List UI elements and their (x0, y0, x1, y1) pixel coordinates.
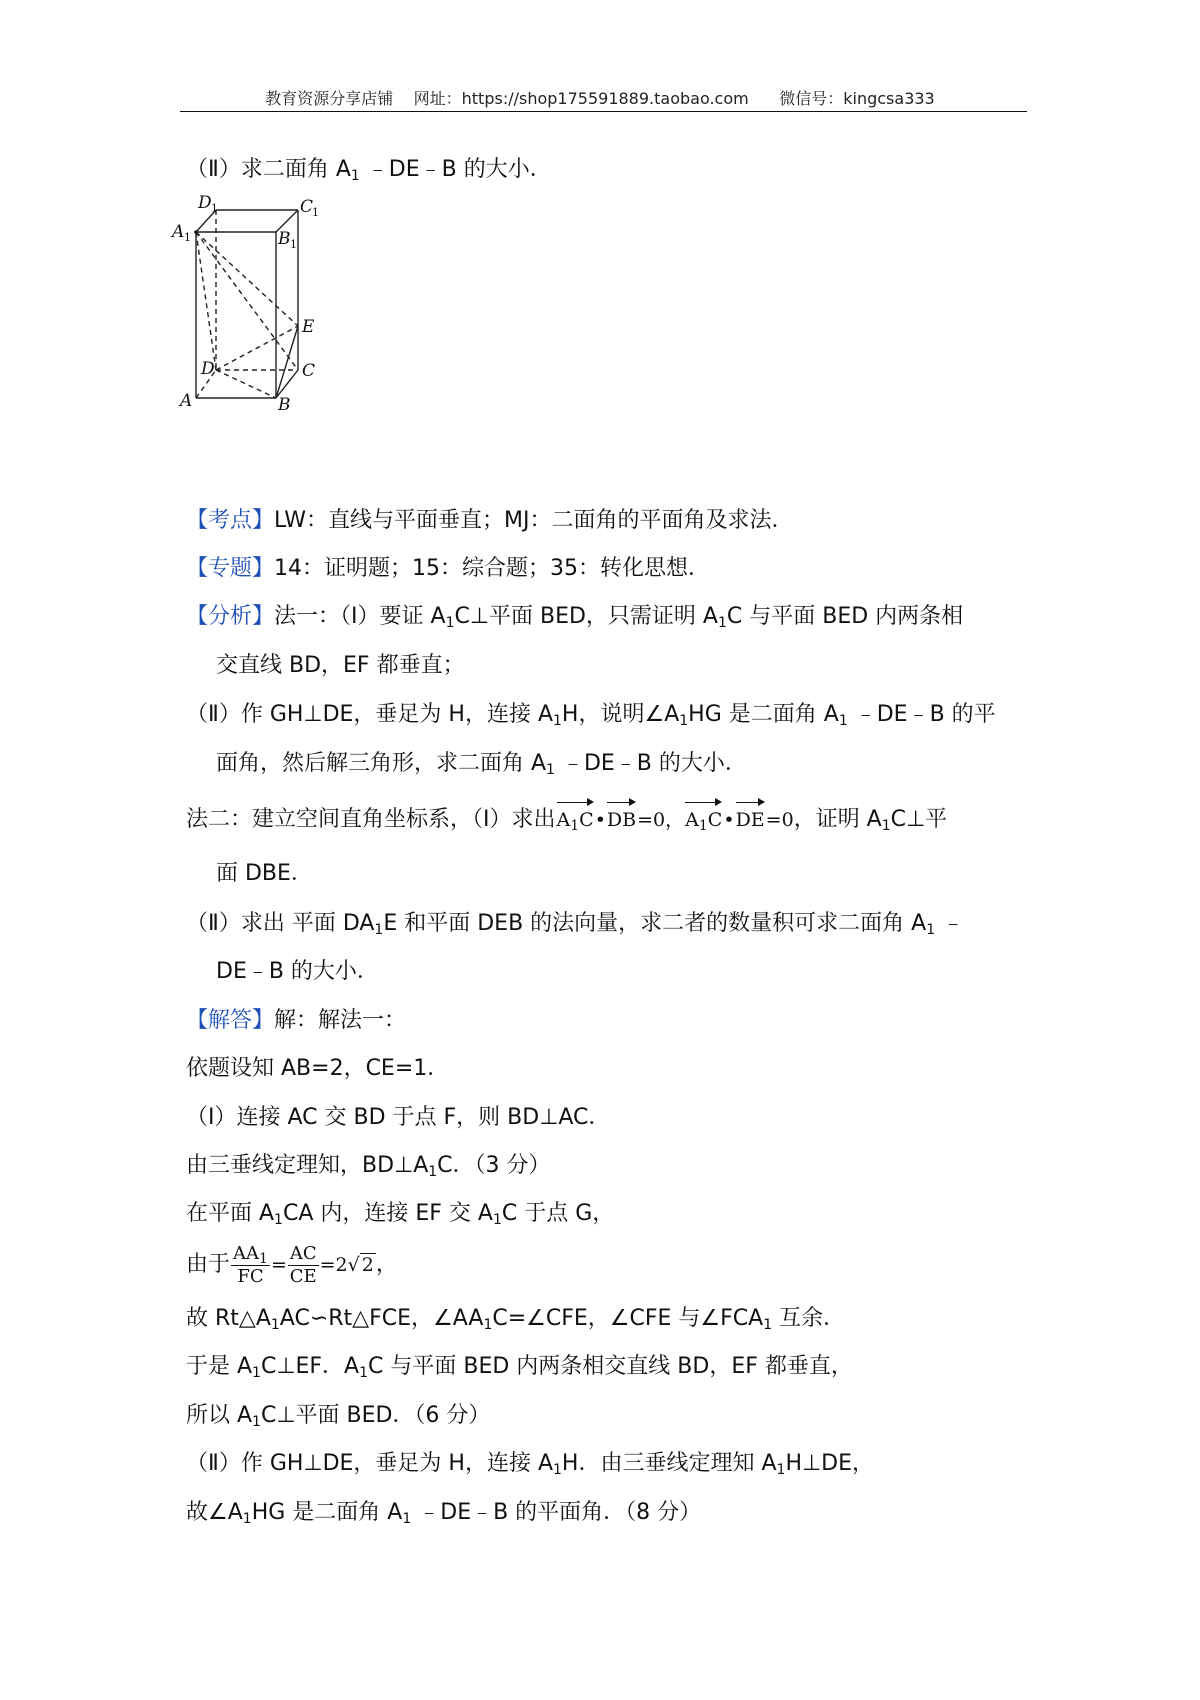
fenxi-line-7: （Ⅱ）求出 平面 $DA_1E$ 和平面 DEB 的法向量，求二者的数量积可求二面角 $A_1$ ﹣ (186, 911, 965, 938)
solution-step-2: （Ⅰ）连接 AC 交 BD 于点 F，则 BD⊥AC． (186, 1105, 611, 1130)
label-D: D (201, 359, 215, 379)
label-C: C (302, 361, 316, 381)
header-site-label: 网址： (413, 89, 462, 108)
solution-step-1: 依题设知 AB=2，CE=1． (186, 1056, 450, 1081)
label-A1: A (172, 222, 185, 242)
fenxi-line-5: 法二：建立空间直角坐标系，（Ⅰ）求出$A_1C•DB=0$，$A_1C•DE=0$，证明 $A_1C\perp$平 (186, 800, 947, 834)
vector-A1C-2: $A_1C$ (685, 800, 722, 834)
header-site-url[interactable]: https://shop175591889.taobao.com (461, 89, 749, 108)
fenxi-line-2: 交直线 BD，EF 都垂直； (216, 653, 465, 678)
page-header (0, 86, 1200, 109)
solution-step-9: （Ⅱ）作 GH⊥DE，垂足为 H，连接 $A_1H$．由三垂线定理知 $A_1H\perp DE$， (186, 1451, 874, 1478)
svg-text:1: 1 (290, 238, 297, 251)
kaodian: 【考点】LW：直线与平面垂直；MJ：二面角的平面角及求法． (186, 508, 794, 533)
fenxi-line-6: 面 DBE． (216, 861, 313, 886)
solution-step-5: 由于 $\frac{AA_1}{FC}$ = $\frac{AC}{CE}$ =2√ 2， (186, 1242, 398, 1287)
vector-A1C: $A_1C$ (557, 800, 594, 834)
solution-step-6: 故 $Rt\triangle A_1AC∽Rt\triangle FCE$，$\angle AA_1C=\angle CFE$，∠CFE 与$\angle FCA_1$ 互余． (186, 1306, 846, 1333)
solution-step-4: 在平面 $A_1CA$ 内，连接 EF 交 $A_1C$ 于点 G， (186, 1201, 615, 1228)
label-B1: B (278, 229, 291, 249)
fenxi-line-8: DE﹣B 的大小． (216, 959, 379, 984)
fraction-AA1-FC: $\frac{AA_1}{FC}$ (233, 1242, 268, 1287)
fenxi-line-1: 【分析】法一：（Ⅰ）要证 $A_1C\perp$平面 BED，只需证明 $A_1C$ 与平面 BED 内两条相 (186, 604, 964, 631)
vector-DE: DE (736, 800, 765, 834)
jieda-heading: 【解答】解：解法一： (186, 1008, 407, 1033)
solution-step-10: 故$\angle A_1HG$ 是二面角 $A_1$ ﹣DE﹣B 的平面角．（8 分） (186, 1500, 702, 1527)
zhuanti: 【专题】14：证明题；15：综合题；35：转化思想． (186, 556, 710, 581)
vector-DB: DB (607, 800, 636, 834)
label-B: B (278, 395, 291, 415)
fenxi-line-4: 面角，然后解三角形，求二面角 $A_1$ ﹣DE﹣B 的大小． (216, 751, 747, 778)
header-divider (180, 111, 1027, 112)
label-C1: C (300, 197, 314, 217)
label-E: E (302, 317, 315, 337)
question-2: （Ⅱ）求二面角 $A_1$ ﹣DE﹣B 的大小． (186, 157, 552, 184)
sqrt-symbol: √ (347, 1254, 360, 1276)
prism-figure (172, 193, 366, 448)
header-wechat-id: kingcsa333 (843, 89, 935, 108)
solution-step-8: 所以 $A_1C\perp$平面 BED．（6 分） (186, 1403, 491, 1430)
fenxi-line-3: （Ⅱ）作 GH⊥DE，垂足为 H，连接 $A_1H$，说明$\angle A_1HG$ 是二面角 $A_1$ ﹣DE﹣B 的平 (186, 702, 996, 729)
solution-step-3: 由三垂线定理知，$BD\perp A_1C$．（3 分） (186, 1153, 551, 1180)
fraction-AC-CE: $\frac{AC}{CE}$ (289, 1242, 317, 1287)
svg-text:1: 1 (211, 202, 218, 215)
header-wechat-label: 微信号： (779, 89, 844, 108)
label-A: A (180, 391, 193, 411)
solution-step-7: 于是 $A_1C\perp EF$．$A_1C$ 与平面 BED 内两条相交直线 BD，EF 都垂直， (186, 1354, 853, 1381)
svg-text:1: 1 (184, 231, 191, 244)
svg-text:1: 1 (312, 206, 319, 219)
label-D1: D (198, 193, 212, 213)
header-shop: 教育资源分享店铺 (265, 89, 394, 108)
